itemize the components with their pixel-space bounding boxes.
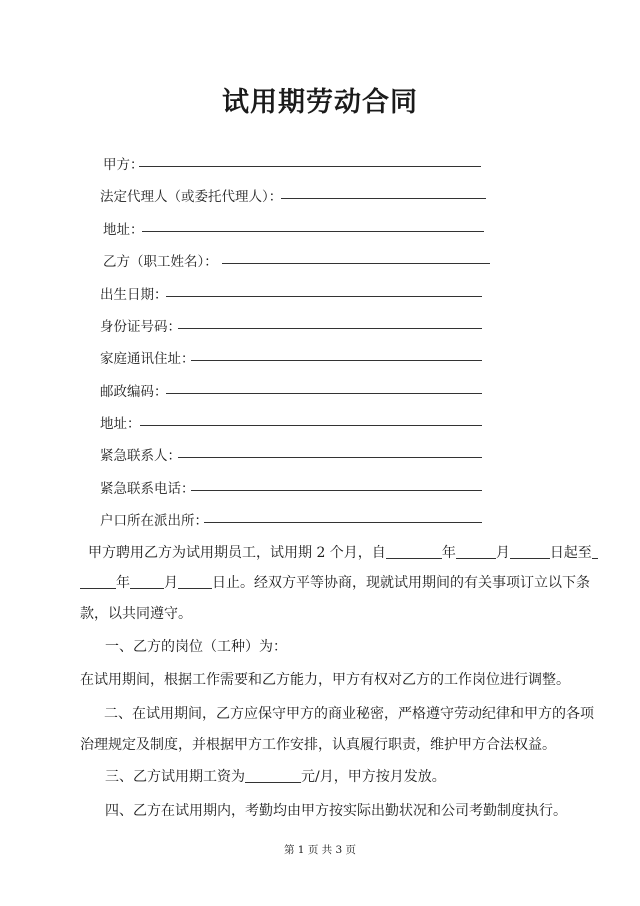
field-home-address-line[interactable] (191, 360, 482, 361)
field-label: 出生日期： (100, 287, 168, 303)
field-address-a (103, 218, 144, 238)
field-emergency-phone-line[interactable] (191, 490, 482, 491)
field-label: 身份证号码： (100, 319, 181, 335)
field-emergency-contact (100, 444, 181, 464)
field-legal-representative-line[interactable] (281, 198, 486, 199)
year-label: 年 (441, 545, 456, 561)
intro-text: 甲方聘用乙方为试用期员工，试用期 2 个月，自 (88, 545, 386, 561)
field-birth-date-line[interactable] (166, 296, 482, 297)
year-label: 年 (116, 575, 130, 591)
month-label: 月 (495, 545, 510, 561)
clause-1-body: 在试用期间，根据工作需要和乙方能力，甲方有权对乙方的工作岗位进行调整。 (80, 672, 570, 688)
end-day-blank[interactable] (178, 575, 212, 589)
field-party-b-name-line[interactable] (222, 263, 490, 264)
intro-line-3: 款，以共同遵守。 (80, 606, 192, 622)
clause-1-heading: 一、乙方的岗位（工种）为： (105, 639, 287, 655)
field-birth-date (100, 283, 168, 303)
field-address-b-line[interactable] (140, 425, 482, 426)
day-label: 日起至 (549, 545, 592, 561)
page-footer: 第 1 页 共 3 页 (283, 844, 357, 856)
start-year-blank[interactable] (386, 545, 442, 559)
field-label: 紧急联系人： (100, 448, 181, 464)
field-label: 户口所在派出所： (100, 513, 208, 529)
clause-3-text: 三、乙方试用期工资为 (105, 769, 245, 785)
field-legal-representative (100, 185, 282, 205)
month-label: 月 (164, 575, 178, 591)
field-id-number-line[interactable] (178, 328, 482, 329)
field-party-b-name (103, 250, 218, 270)
field-emergency-contact-line[interactable] (178, 457, 482, 458)
start-month-blank[interactable] (456, 545, 496, 559)
field-postal-code (100, 380, 168, 400)
clause-2-line-1: 二、在试用期间，乙方应保守甲方的商业秘密，严格遵守劳动纪律和甲方的各项 (104, 706, 594, 722)
field-label: 甲方： (103, 157, 144, 173)
field-id-number (100, 315, 181, 335)
end-year-blank[interactable] (80, 575, 116, 589)
salary-blank[interactable] (245, 769, 301, 783)
field-address-b (100, 412, 141, 432)
clause-3 (105, 766, 446, 786)
document-title: 试用期劳动合同 (222, 87, 418, 118)
field-postal-code-line[interactable] (166, 393, 482, 394)
end-month-blank[interactable] (130, 575, 164, 589)
field-emergency-phone (100, 477, 195, 497)
field-home-address (100, 347, 195, 367)
field-label: 地址： (100, 416, 141, 432)
clause-2-line-2: 治理规定及制度，并根据甲方工作安排，认真履行职责，维护甲方合法权益。 (80, 737, 556, 753)
clause-3-text-end: 元/月，甲方按月发放。 (301, 769, 446, 785)
field-party-a-line[interactable] (139, 166, 481, 167)
start-day-blank[interactable] (510, 545, 550, 559)
field-label: 地址： (103, 222, 144, 238)
field-label: 法定代理人（或委托代理人）： (100, 189, 283, 205)
field-label: 乙方（职工姓名）： (103, 254, 218, 270)
clause-4: 四、乙方在试用期内，考勤均由甲方按实际出勤状况和公司考勤制度执行。 (105, 803, 567, 819)
field-label: 紧急联系电话： (100, 481, 195, 497)
intro-text: 日止。经双方平等协商，现就试用期间的有关事项订立以下条 (212, 575, 590, 591)
field-police-station-line[interactable] (204, 522, 482, 523)
field-label: 家庭通讯住址： (100, 351, 195, 367)
intro-line-1 (88, 542, 598, 562)
end-year-blank-start[interactable] (592, 545, 598, 559)
field-label: 邮政编码： (100, 384, 168, 400)
field-party-a (103, 153, 144, 173)
intro-line-2 (80, 572, 590, 592)
field-police-station (100, 509, 208, 529)
field-address-a-line[interactable] (142, 231, 484, 232)
